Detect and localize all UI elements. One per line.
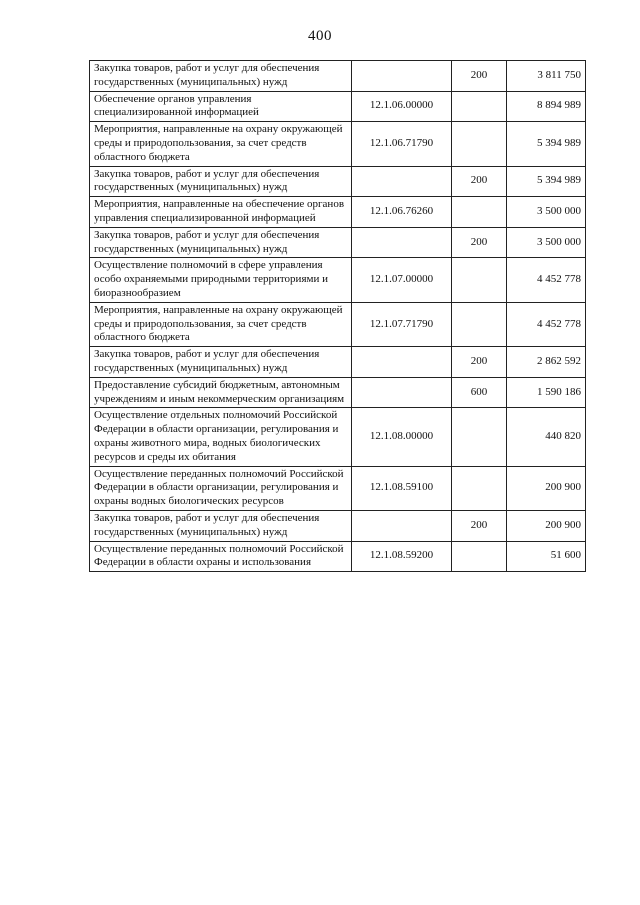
row-amount-cell: 440 820 [507, 408, 586, 466]
table-row [90, 258, 586, 302]
row-name-cell: Закупка товаров, работ и услуг для обеспечения государственных (муниципальных) нужд [90, 510, 352, 541]
row-code-cell: 12.1.07.71790 [352, 302, 452, 346]
row-amount-cell: 3 811 750 [507, 61, 586, 92]
row-code-cell: 12.1.07.00000 [352, 258, 452, 302]
row-code-cell [352, 227, 452, 258]
row-amount-cell: 4 452 778 [507, 258, 586, 302]
row-amount-cell: 8 894 989 [507, 91, 586, 122]
row-code-cell [352, 377, 452, 408]
row-name-cell: Мероприятия, направленные на охрану окружающей среды и природопользования, за счет средств областного бюджета [90, 302, 352, 346]
budget-table [89, 60, 586, 572]
row-code-cell: 12.1.06.00000 [352, 91, 452, 122]
table-row [90, 166, 586, 197]
row-expense-type-cell: 200 [452, 510, 507, 541]
row-code-cell: 12.1.08.59200 [352, 541, 452, 572]
row-expense-type-cell: 200 [452, 61, 507, 92]
row-name-cell: Предоставление субсидий бюджетным, автономным учреждениям и иным некоммерческим организациям [90, 377, 352, 408]
table-row [90, 227, 586, 258]
row-name-cell: Закупка товаров, работ и услуг для обеспечения государственных (муниципальных) нужд [90, 166, 352, 197]
table-row [90, 510, 586, 541]
row-expense-type-cell: 200 [452, 166, 507, 197]
row-amount-cell: 1 590 186 [507, 377, 586, 408]
row-amount-cell: 3 500 000 [507, 197, 586, 228]
row-name-cell: Осуществление переданных полномочий Российской Федерации в области организации, регулирования и охраны водных биологических ресурсов [90, 466, 352, 510]
table-row [90, 377, 586, 408]
row-name-cell: Осуществление переданных полномочий Российской Федерации в области охраны и использования [90, 541, 352, 572]
row-name-cell: Закупка товаров, работ и услуг для обеспечения государственных (муниципальных) нужд [90, 61, 352, 92]
row-expense-type-cell [452, 258, 507, 302]
row-expense-type-cell: 200 [452, 227, 507, 258]
row-expense-type-cell [452, 408, 507, 466]
row-amount-cell: 5 394 989 [507, 122, 586, 166]
row-amount-cell: 3 500 000 [507, 227, 586, 258]
row-code-cell: 12.1.08.59100 [352, 466, 452, 510]
row-expense-type-cell: 600 [452, 377, 507, 408]
row-code-cell [352, 61, 452, 92]
table-row [90, 347, 586, 378]
table-body [90, 61, 586, 572]
row-code-cell: 12.1.06.71790 [352, 122, 452, 166]
table-row [90, 541, 586, 572]
row-name-cell: Мероприятия, направленные на охрану окружающей среды и природопользования, за счет средств областного бюджета [90, 122, 352, 166]
row-code-cell: 12.1.08.00000 [352, 408, 452, 466]
row-expense-type-cell [452, 466, 507, 510]
row-name-cell: Осуществление отдельных полномочий Российской Федерации в области организации, регулирования и охраны животного мира, водных биологических ресурсов и среды их обитания [90, 408, 352, 466]
row-amount-cell: 5 394 989 [507, 166, 586, 197]
row-amount-cell: 2 862 592 [507, 347, 586, 378]
row-amount-cell: 51 600 [507, 541, 586, 572]
row-expense-type-cell [452, 541, 507, 572]
row-expense-type-cell [452, 91, 507, 122]
row-amount-cell: 200 900 [507, 510, 586, 541]
table-row [90, 61, 586, 92]
row-expense-type-cell [452, 197, 507, 228]
row-amount-cell: 4 452 778 [507, 302, 586, 346]
table-row [90, 466, 586, 510]
row-name-cell: Мероприятия, направленные на обеспечение органов управления специализированной информацией [90, 197, 352, 228]
table-row [90, 408, 586, 466]
row-name-cell: Осуществление полномочий в сфере управления особо охраняемыми природными территориями и биоразнообразием [90, 258, 352, 302]
row-name-cell: Закупка товаров, работ и услуг для обеспечения государственных (муниципальных) нужд [90, 347, 352, 378]
row-name-cell: Обеспечение органов управления специализированной информацией [90, 91, 352, 122]
row-code-cell: 12.1.06.76260 [352, 197, 452, 228]
row-expense-type-cell: 200 [452, 347, 507, 378]
row-amount-cell: 200 900 [507, 466, 586, 510]
row-code-cell [352, 347, 452, 378]
page-number: 400 [308, 28, 332, 44]
row-code-cell [352, 510, 452, 541]
row-name-cell: Закупка товаров, работ и услуг для обеспечения государственных (муниципальных) нужд [90, 227, 352, 258]
table-row [90, 302, 586, 346]
row-code-cell [352, 166, 452, 197]
table-row [90, 122, 586, 166]
table-row [90, 91, 586, 122]
table-row [90, 197, 586, 228]
row-expense-type-cell [452, 122, 507, 166]
row-expense-type-cell [452, 302, 507, 346]
